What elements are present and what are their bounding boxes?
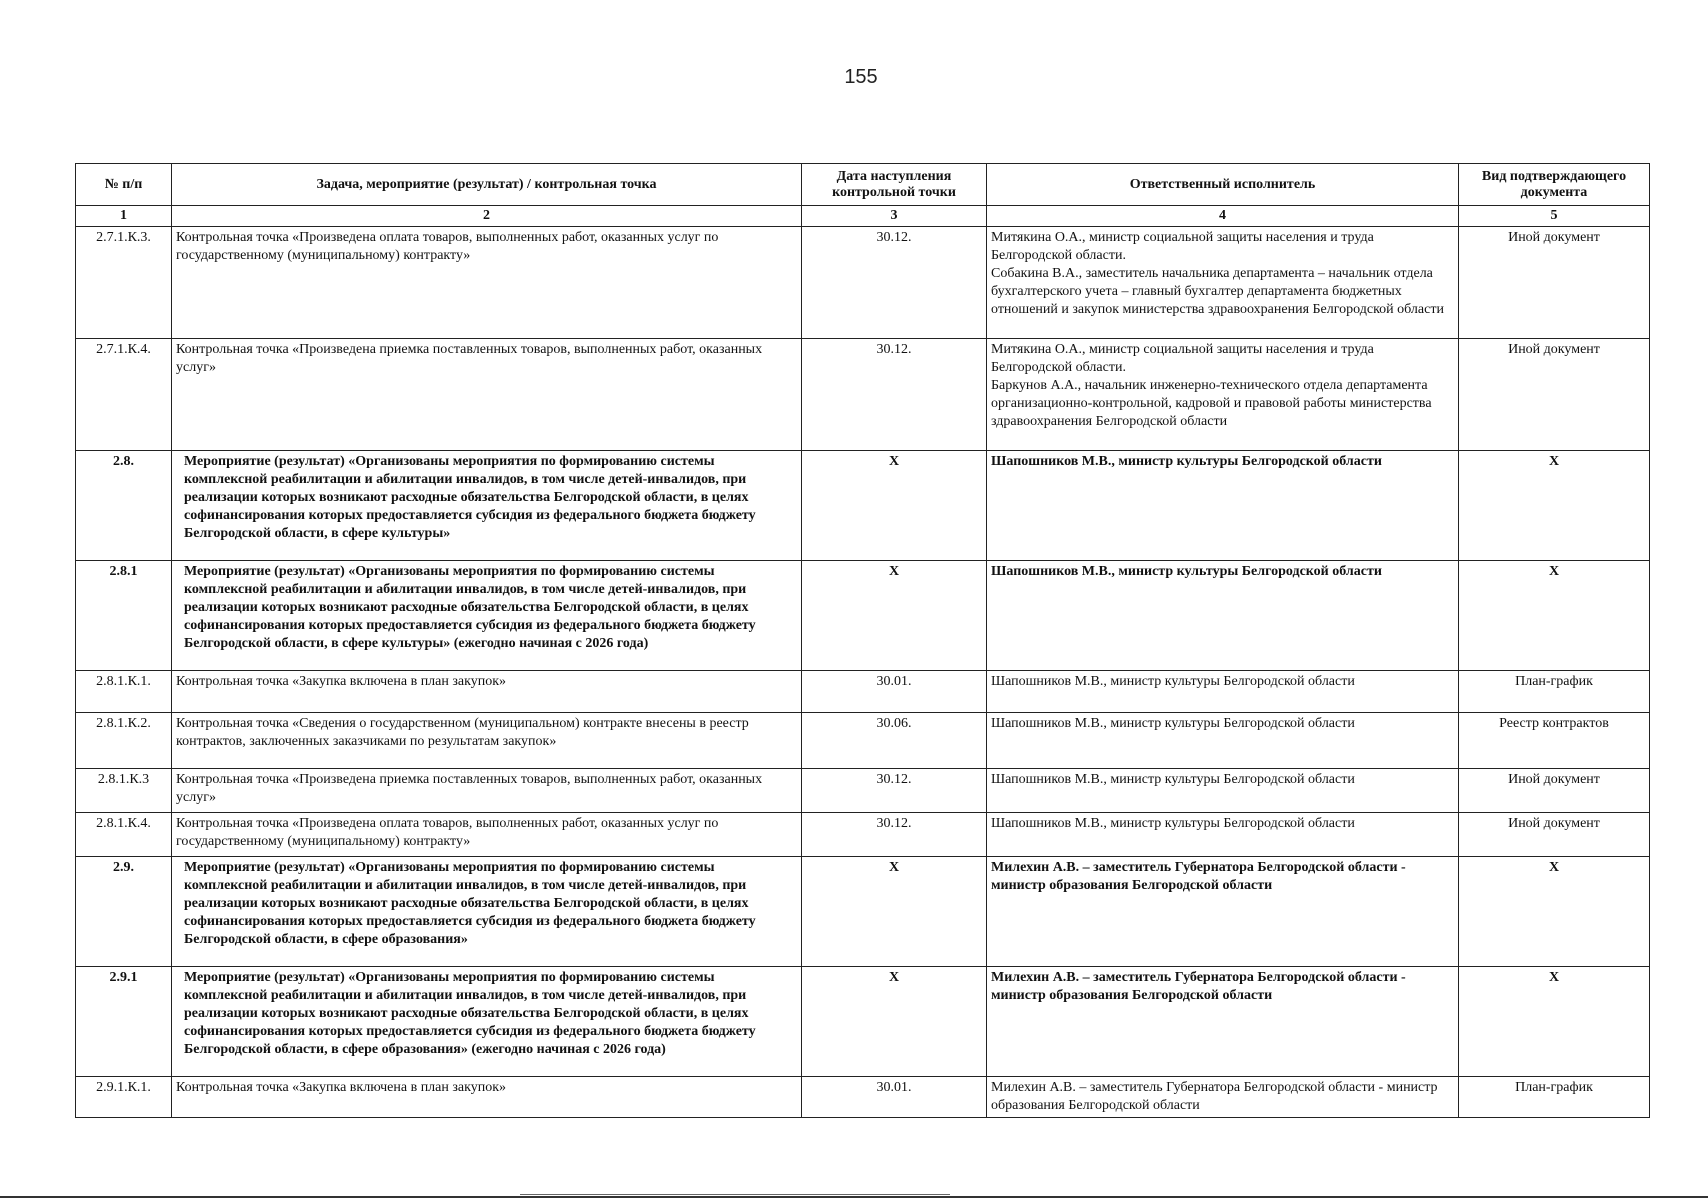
- table-row: [76, 671, 1650, 713]
- row-task: Мероприятие (результат) «Организованы мероприятия по формированию системы комплексной реабилитации и абилитации инвалидов, в том числе детей-инвалидов, при реализации которых возникают расходные обязательства Белгородской области, в целях софинансирования которых предоставляется субсидия из федерального бюджета бюджету Белгородской области, в сфере образования» (ежегодно начиная с 2026 года): [172, 967, 802, 1077]
- scan-artifact-line: [520, 1194, 950, 1195]
- row-task: Мероприятие (результат) «Организованы мероприятия по формированию системы комплексной реабилитации и абилитации инвалидов, в том числе детей-инвалидов, при реализации которых возникают расходные обязательства Белгородской области, в целях софинансирования которых предоставляется субсидия из федерального бюджета бюджету Белгородской области, в сфере образования»: [172, 857, 802, 967]
- row-doc-type: Иной документ: [1459, 769, 1650, 813]
- responsible-line: Митякина О.А., министр социальной защиты населения и труда Белгородской области.: [991, 230, 1374, 263]
- responsible-line: Шапошников М.В., министр культуры Белгородской области: [991, 674, 1355, 689]
- col-number: 1: [76, 206, 172, 227]
- row-date: X: [802, 451, 987, 561]
- table-row: [76, 561, 1650, 671]
- row-task: Мероприятие (результат) «Организованы мероприятия по формированию системы комплексной реабилитации и абилитации инвалидов, в том числе детей-инвалидов, при реализации которых возникают расходные обязательства Белгородской области, в целях софинансирования которых предоставляется субсидия из федерального бюджета бюджету Белгородской области, в сфере культуры» (ежегодно начиная с 2026 года): [172, 561, 802, 671]
- row-number: 2.8.: [76, 451, 172, 561]
- header-responsible: Ответственный исполнитель: [987, 164, 1459, 206]
- row-responsible: [987, 713, 1459, 769]
- row-date: 30.06.: [802, 713, 987, 769]
- table-row: [76, 451, 1650, 561]
- row-responsible: [987, 1077, 1459, 1118]
- row-number: 2.9.: [76, 857, 172, 967]
- table-row: [76, 857, 1650, 967]
- responsible-line: Шапошников М.В., министр культуры Белгородской области: [991, 454, 1382, 469]
- page-bottom-border: [0, 1196, 1708, 1198]
- col-number: 3: [802, 206, 987, 227]
- row-number: 2.7.1.К.3.: [76, 227, 172, 339]
- row-task: Контрольная точка «Закупка включена в план закупок»: [172, 1077, 802, 1118]
- row-responsible: [987, 671, 1459, 713]
- row-task: Контрольная точка «Произведена приемка поставленных товаров, выполненных работ, оказанных услуг»: [172, 769, 802, 813]
- responsible-line: Шапошников М.В., министр культуры Белгородской области: [991, 772, 1355, 787]
- table-row: [76, 713, 1650, 769]
- responsible-line: Милехин А.В. – заместитель Губернатора Белгородской области - министр образования Белгородской области: [991, 1080, 1438, 1113]
- responsible-line: Шапошников М.В., министр культуры Белгородской области: [991, 564, 1382, 579]
- row-task: Контрольная точка «Сведения о государственном (муниципальном) контракте внесены в реестр контрактов, заключенных заказчиками по результатам закупок»: [172, 713, 802, 769]
- row-date: 30.12.: [802, 339, 987, 451]
- row-date: X: [802, 857, 987, 967]
- row-date: X: [802, 561, 987, 671]
- col-number: 2: [172, 206, 802, 227]
- col-number: 4: [987, 206, 1459, 227]
- table-row: [76, 227, 1650, 339]
- row-doc-type: X: [1459, 561, 1650, 671]
- row-task: Контрольная точка «Произведена приемка поставленных товаров, выполненных работ, оказанных услуг»: [172, 339, 802, 451]
- row-task: Контрольная точка «Закупка включена в план закупок»: [172, 671, 802, 713]
- row-responsible: [987, 451, 1459, 561]
- table-row: [76, 769, 1650, 813]
- row-date: 30.12.: [802, 227, 987, 339]
- row-date: 30.12.: [802, 769, 987, 813]
- header-num: № п/п: [76, 164, 172, 206]
- row-date: 30.01.: [802, 1077, 987, 1118]
- row-doc-type: X: [1459, 451, 1650, 561]
- row-number: 2.7.1.К.4.: [76, 339, 172, 451]
- responsible-line: Шапошников М.В., министр культуры Белгородской области: [991, 816, 1355, 831]
- responsible-line: Милехин А.В. – заместитель Губернатора Белгородской области - министр образования Белгородской области: [991, 970, 1406, 1003]
- table-header-row: [76, 164, 1650, 206]
- row-number: 2.8.1.К.4.: [76, 813, 172, 857]
- responsible-line: Баркунов А.А., начальник инженерно-технического отдела департамента организационно-контрольной, кадровой и правовой работы министерства здравоохранения Белгородской области: [991, 378, 1432, 429]
- page-number: 155: [844, 66, 878, 88]
- table-row: [76, 339, 1650, 451]
- row-number: 2.8.1.К.1.: [76, 671, 172, 713]
- row-date: 30.01.: [802, 671, 987, 713]
- row-doc-type: Реестр контрактов: [1459, 713, 1650, 769]
- table-body: [76, 227, 1650, 1118]
- row-number: 2.9.1.К.1.: [76, 1077, 172, 1118]
- table-row: [76, 813, 1650, 857]
- row-doc-type: План-график: [1459, 1077, 1650, 1118]
- table-row: [76, 967, 1650, 1077]
- row-responsible: [987, 339, 1459, 451]
- row-doc-type: План-график: [1459, 671, 1650, 713]
- row-doc-type: X: [1459, 857, 1650, 967]
- row-number: 2.8.1.К.2.: [76, 713, 172, 769]
- row-task: Мероприятие (результат) «Организованы мероприятия по формированию системы комплексной реабилитации и абилитации инвалидов, в том числе детей-инвалидов, при реализации которых возникают расходные обязательства Белгородской области, в целях софинансирования которых предоставляется субсидия из федерального бюджета бюджету Белгородской области, в сфере культуры»: [172, 451, 802, 561]
- row-doc-type: X: [1459, 967, 1650, 1077]
- responsible-line: Шапошников М.В., министр культуры Белгородской области: [991, 716, 1355, 731]
- column-numbers-row: [76, 206, 1650, 227]
- row-number: 2.8.1.К.3: [76, 769, 172, 813]
- header-doc: Вид подтверждающего документа: [1459, 164, 1650, 206]
- row-date: 30.12.: [802, 813, 987, 857]
- row-responsible: [987, 769, 1459, 813]
- table-row: [76, 1077, 1650, 1118]
- row-task: Контрольная точка «Произведена оплата товаров, выполненных работ, оказанных услуг по государственному (муниципальному) контракту»: [172, 813, 802, 857]
- row-responsible: [987, 227, 1459, 339]
- row-number: 2.8.1: [76, 561, 172, 671]
- row-doc-type: Иной документ: [1459, 813, 1650, 857]
- row-task: Контрольная точка «Произведена оплата товаров, выполненных работ, оказанных услуг по государственному (муниципальному) контракту»: [172, 227, 802, 339]
- row-number: 2.9.1: [76, 967, 172, 1077]
- header-task: Задача, мероприятие (результат) / контрольная точка: [172, 164, 802, 206]
- row-doc-type: Иной документ: [1459, 227, 1650, 339]
- row-doc-type: Иной документ: [1459, 339, 1650, 451]
- row-date: X: [802, 967, 987, 1077]
- header-date: Дата наступления контрольной точки: [802, 164, 987, 206]
- row-responsible: [987, 561, 1459, 671]
- row-responsible: [987, 813, 1459, 857]
- responsible-line: Митякина О.А., министр социальной защиты населения и труда Белгородской области.: [991, 342, 1374, 375]
- responsible-line: Милехин А.В. – заместитель Губернатора Белгородской области - министр образования Белгородской области: [991, 860, 1406, 893]
- col-number: 5: [1459, 206, 1650, 227]
- row-responsible: [987, 967, 1459, 1077]
- control-points-table: [75, 163, 1650, 1118]
- responsible-line: Собакина В.А., заместитель начальника департамента – начальник отдела бухгалтерского учета – главный бухгалтер департамента бюджетных отношений и закупок министерства здравоохранения Белгородской области: [991, 266, 1444, 317]
- row-responsible: [987, 857, 1459, 967]
